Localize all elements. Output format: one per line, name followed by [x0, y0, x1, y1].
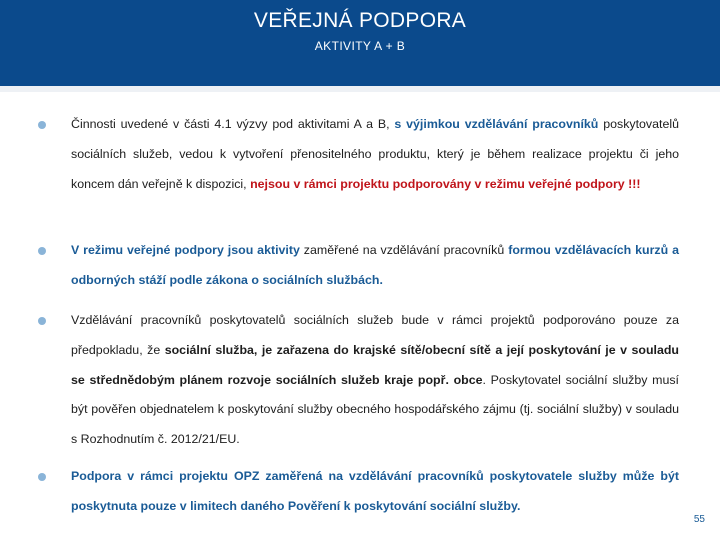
slide-subtitle: AKTIVITY A + B	[314, 39, 406, 53]
highlight-text: Podpora v rámci projektu OPZ zaměřená na vzdělávání pracovníků poskytovatele služby může být poskytnuta pouze v limitech daného Pověření k poskytování sociální služby.	[71, 469, 679, 513]
text-run: . Poskytovatel sociální služby musí být pověřen objednatelem k poskytování služby obecného hospodářského zájmu (tj. sociální služby) v souladu s Rozhodnutím č. 2012/21/EU.	[71, 372, 679, 447]
list-item-text	[71, 110, 679, 199]
text-run: Činnosti uvedené v části 4.1 výzvy pod aktivitami A a B,	[71, 117, 395, 131]
text-run: Vzdělávání pracovníků poskytovatelů sociálních služeb bude v rámci projektů podporováno pouze za předpokladu, že	[71, 313, 679, 357]
page-number: 55	[693, 514, 705, 525]
bullet-icon	[38, 317, 46, 325]
list-item-text	[71, 236, 679, 296]
list-item-text	[71, 306, 679, 455]
header-divider	[0, 86, 720, 92]
highlight-text: formou vzdělávacích kurzů a odborných stáží podle zákona o sociálních službách.	[71, 243, 679, 287]
emphasis-text: nejsou v rámci projektu podporovány	[250, 176, 472, 191]
bold-text: sociální služba, je zařazena do krajské sítě/obecní sítě a její poskytování je v souladu se střednědobým plánem rozvoje sociálních služeb kraje popř. obce	[71, 342, 679, 387]
emphasis-text: v režimu veřejné podpory !!!	[474, 176, 641, 191]
list-item-text	[71, 462, 679, 522]
highlight-text: V režimu veřejné podpory jsou aktivity	[71, 243, 300, 257]
bullet-icon	[38, 473, 46, 481]
text-run: poskytovatelů sociálních služeb, vedou k vytvoření přenositelného produktu, který je během realizace projektu či jeho koncem dán veřejně k dispozici,	[71, 117, 679, 191]
bullet-icon	[38, 121, 46, 129]
slide-header	[0, 0, 720, 86]
highlight-text: s výjimkou vzdělávání pracovníků	[394, 117, 599, 131]
bullet-icon	[38, 247, 46, 255]
slide-title: VEŘEJNÁ PODPORA	[253, 9, 467, 32]
text-run: zaměřené na vzdělávání pracovníků	[299, 243, 509, 257]
